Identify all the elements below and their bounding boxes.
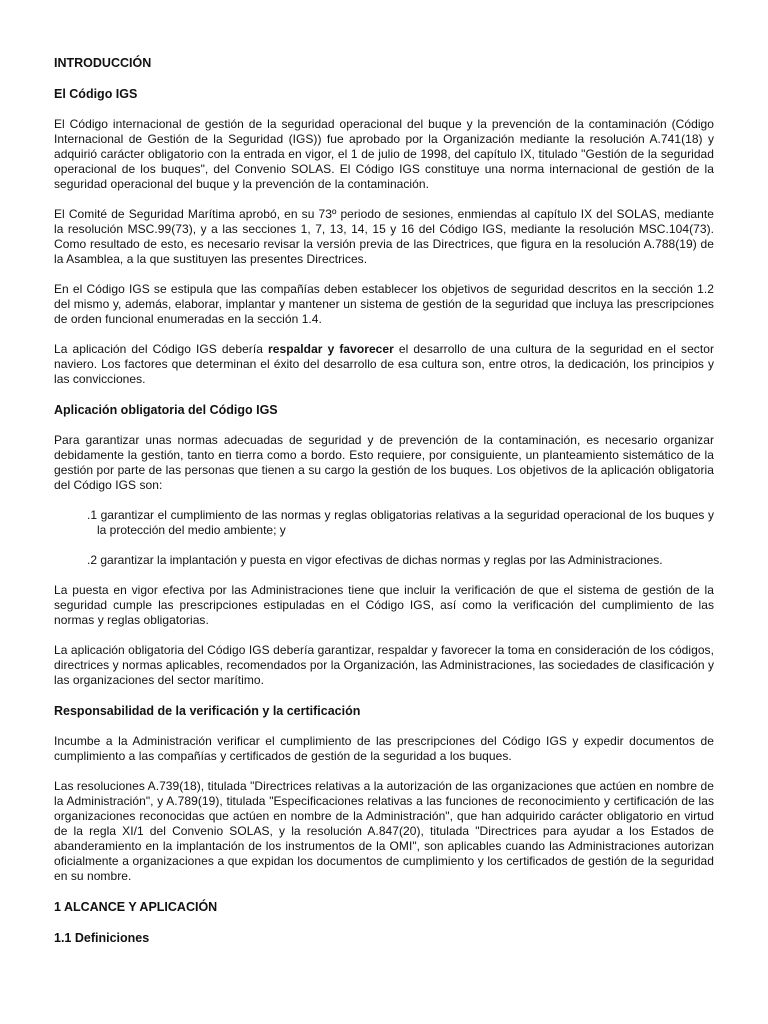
document-title: INTRODUCCIÓN [54,56,152,70]
list-item: .1 garantizar el cumplimiento de las normas y reglas obligatorias relativas a la seguridad operacional de los buques y la protección del medio ambiente; y [87,508,714,537]
bold-phrase: respaldar y favorecer [268,342,394,356]
paragraph: En el Código IGS se estipula que las compañías deben establecer los objetivos de seguridad descritos en la sección 1.2 del mismo y, además, elaborar, implantar y mantener un sistema de gestión de la seguridad que incluya las prescripciones de orden funcional enumeradas en la sección 1.4. [54,282,714,326]
section-heading-codigo-igs: El Código IGS [54,87,138,101]
paragraph: La puesta en vigor efectiva por las Administraciones tiene que incluir la verificación de que el sistema de gestión de la seguridad cumple las prescripciones estipuladas en el Código IGS, así como la verificación del cumplimiento de las normas y reglas obligatorias. [54,583,714,627]
paragraph-text: La aplicación del Código IGS debería [54,342,269,356]
subsection-heading-definiciones: 1.1 Definiciones [54,931,150,945]
paragraph: El Comité de Seguridad Marítima aprobó, en su 73º periodo de sesiones, enmiendas al capítulo IX del SOLAS, mediante la resolución MSC.99(73), y a las secciones 1, 7, 13, 14, 15 y 16 del Código IGS, mediante la resolución MSC.104(73). Como resultado de esto, es necesario revisar la versión previa de las Directrices, que figura en la resolución A.788(19) de la Asamblea, a la que sustituyen las presentes Directrices. [54,207,714,266]
section-heading-alcance: 1 ALCANCE Y APLICACIÓN [54,900,218,914]
paragraph: Incumbe a la Administración verificar el cumplimiento de las prescripciones del Código IGS y expedir documentos de cumplimiento a las compañías y certificados de gestión de la seguridad a los buques. [54,734,714,763]
paragraph [54,342,714,387]
section-heading-responsabilidad: Responsabilidad de la verificación y la certificación [54,704,361,718]
paragraph: La aplicación obligatoria del Código IGS debería garantizar, respaldar y favorecer la toma en consideración de los códigos, directrices y normas aplicables, recomendados por la Organización, las Administraciones, las sociedades de clasificación y las organizaciones del sector marítimo. [54,643,714,687]
paragraph: El Código internacional de gestión de la seguridad operacional del buque y la prevención de la contaminación (Código Internacional de Gestión de la Seguridad (IGS)) fue aprobado por la Organización mediante la resolución A.741(18) y adquirió carácter obligatorio con la entrada en vigor, el 1 de julio de 1998, del capítulo IX, titulado "Gestión de la seguridad operacional de los buques", del Convenio SOLAS. El Código IGS constituye una norma internacional de gestión de la seguridad operacional del buque y la prevención de la contaminación. [54,117,714,191]
paragraph-text: el desarrollo de una cultura de la seguridad en el sector naviero. Los factores que determinan el éxito del desarrollo de esa cultura son, entre otros, la dedicación, los principios y las convicciones. [54,342,714,386]
paragraph: Las resoluciones A.739(18), titulada "Directrices relativas a la autorización de las organizaciones que actúen en nombre de la Administración", y A.789(19), titulada "Especificaciones relativas a las funciones de reconocimiento y certificación de las organizaciones reconocidas que actúen en nombre de la Administración", que han adquirido carácter obligatorio en virtud de la regla XI/1 del Convenio SOLAS, y la resolución A.847(20), titulada "Directrices para ayudar a los Estados de abanderamiento en la implantación de los instrumentos de la OMI", son aplicables cuando las Administraciones autorizan oficialmente a organizaciones a que expidan los documentos de cumplimiento y los certificados de gestión de la seguridad en su nombre. [54,779,714,883]
section-heading-aplicacion-obligatoria: Aplicación obligatoria del Código IGS [54,403,278,417]
paragraph: Para garantizar unas normas adecuadas de seguridad y de prevención de la contaminación, es necesario organizar debidamente la gestión, tanto en tierra como a bordo. Esto requiere, por consiguiente, un planteamiento sistemático de la gestión por parte de las personas que tienen a su cargo la gestión de los buques. Los objetivos de la aplicación obligatoria del Código IGS son: [54,433,714,492]
list-item: .2 garantizar la implantación y puesta en vigor efectivas de dichas normas y reglas por las Administraciones. [87,553,663,567]
